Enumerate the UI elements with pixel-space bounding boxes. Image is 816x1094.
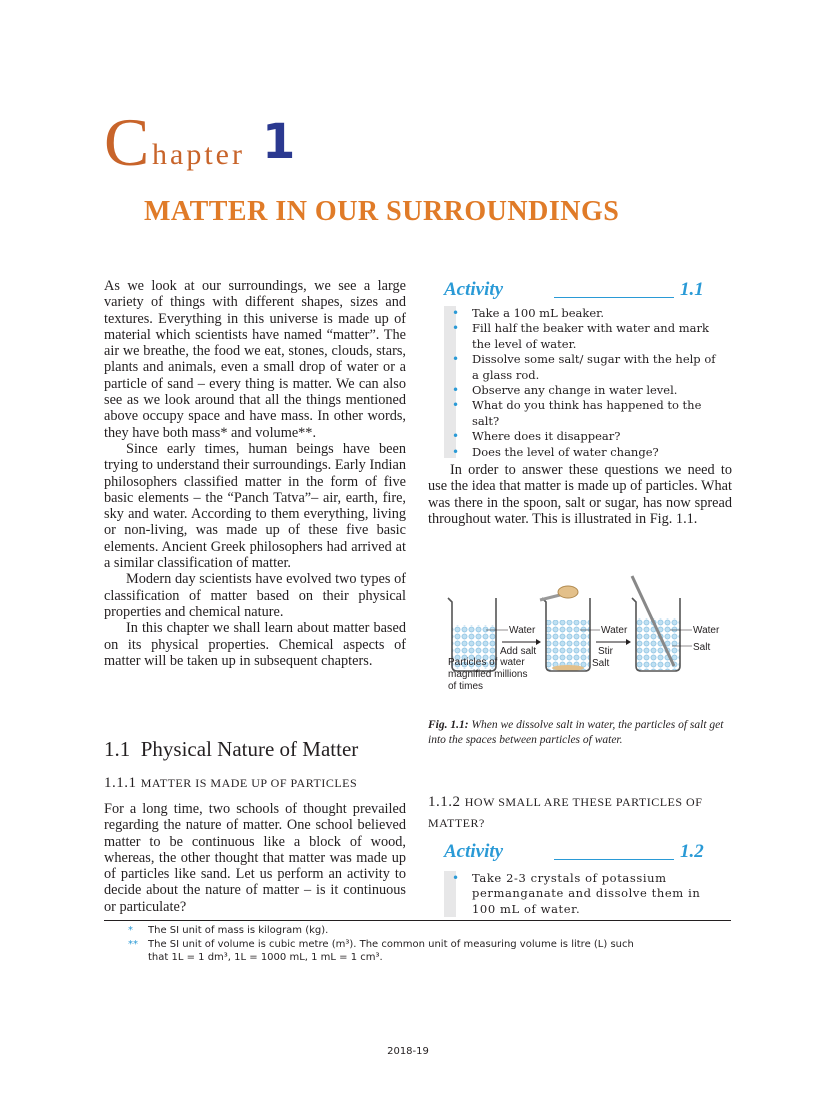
activity-1-1-heading: [444, 280, 732, 300]
label-particles-2: magnified millions: [448, 669, 528, 680]
footnote-rule: [104, 920, 731, 921]
intro-paragraph: As we look at our surroundings, we see a large variety of things with different shapes, sizes and textures. Everything in this universe is made up of material which scientists have named “matter”. The air we breathe, the food we eat, stones, clouds, stars, plants and animals, even a small drop of water or a particle of sand – every thing is matter. We can also see as we look around that all the things mentioned above occupy space and have mass. In other words, they have both mass* and volume**.: [104, 278, 406, 441]
caption-text: When we dissolve salt in water, the particles of salt get into the spaces between particles of water.: [428, 719, 724, 746]
label-water-2: Water: [601, 625, 628, 636]
footnote-text: The SI unit of mass is kilogram (kg).: [148, 925, 329, 936]
activity-item: • Dissolve some salt/ sugar with the help of a glass rod.: [446, 352, 716, 383]
label-salt-right: Salt: [693, 642, 711, 653]
footnote-2: [128, 938, 638, 964]
activity-label: Activity: [444, 279, 504, 300]
figure-1-1: [440, 570, 740, 695]
chapter-initial: C: [104, 104, 150, 180]
section-number: 1.1: [104, 737, 131, 761]
page-footer: 2018-19: [387, 1046, 429, 1057]
intro-paragraph: In this chapter we shall learn about matter based on its physical properties. Chemical aspects of matter will be taken up in subsequent chapters.: [104, 620, 406, 669]
activity-label: Activity: [444, 841, 504, 862]
activity-item: • Where does it disappear?: [446, 429, 716, 444]
activity-item: • Fill half the beaker with water and mark the level of water.: [446, 321, 716, 352]
water-particles: [546, 620, 590, 670]
subsection-number: 1.1.1: [104, 775, 137, 791]
chapter-number: 1: [262, 114, 296, 170]
label-water-1: Water: [509, 625, 536, 636]
figure-caption: [428, 718, 732, 747]
label-particles-1: Particles of water: [448, 657, 525, 668]
label-water-3: Water: [693, 625, 720, 636]
beaker-3: [632, 576, 680, 671]
activity-1-2-heading: [444, 842, 732, 862]
label-particles-3: of times: [448, 681, 484, 692]
activity-rule: [554, 297, 674, 298]
activity-item: • Take a 100 mL beaker.: [446, 306, 716, 321]
activity-answer-text: [428, 462, 732, 527]
activity-item: • Take 2-3 crystals of potassium permanganate and dissolve them in 100 mL of water.: [446, 871, 716, 917]
activity-item: • Does the level of water change?: [446, 445, 716, 460]
label-salt-middle: Salt: [592, 658, 610, 669]
subsection-heading-1-1-1: [104, 776, 357, 791]
section-heading-1-1: [104, 739, 358, 760]
activity-rule: [554, 859, 674, 860]
paragraph: For a long time, two schools of thought prevailed regarding the nature of matter. One school believed matter to be continuous like a block of wood, whereas, the other thought that matter was made up of particles like sand. Let us perform an activity to decide about the nature of matter – is it continuous or particulate?: [104, 801, 406, 915]
subsection-heading-1-1-2: [428, 792, 732, 834]
beaker-2: [540, 586, 590, 671]
paragraph: In order to answer these questions we need to use the idea that matter is made up of particles. What was there in the spoon, salt or sugar, has now spread throughout water. This is illustrated in Fig. 1.1.: [428, 462, 732, 527]
intro-paragraph: Since early times, human beings have been trying to understand their surroundings. Early Indian philosophers classified matter in the form of five basic elements – the “Panch Tatva”– air, earth, fire, sky and water. According to them everything, living or non-living, was made up of these five basic elements. Ancient Greek philosophers had arrived at a similar classification of matter.: [104, 440, 406, 572]
activity-item: • Observe any change in water level.: [446, 383, 716, 398]
footnote-marker: *: [128, 925, 133, 936]
subsection-number: 1.1.2: [428, 794, 461, 810]
section-title: Physical Nature of Matter: [140, 737, 359, 761]
chapter-word: hapter: [152, 138, 245, 171]
activity-number: 1.2: [680, 841, 704, 862]
section-1-1-1-text: [104, 801, 406, 915]
label-add-salt: Add salt: [500, 646, 537, 657]
footnote-marker: **: [128, 939, 138, 950]
chapter-title: MATTER IN OUR SURROUNDINGS: [144, 196, 620, 227]
caption-label: Fig. 1.1:: [428, 719, 469, 731]
activity-1-2-list: [446, 871, 716, 917]
subsection-title: MATTER IS MADE UP OF PARTICLES: [140, 776, 358, 790]
footnote-text: The SI unit of volume is cubic metre (m³). The common unit of measuring volume is litre (L) such that 1L = 1 dm³, 1L = 1000 mL, 1 mL = 1 cm³.: [148, 939, 634, 963]
label-stir: Stir: [598, 646, 613, 657]
activity-item: • What do you think has happened to the salt?: [446, 398, 716, 429]
salt-heap: [552, 665, 584, 671]
footnote-1: [128, 924, 638, 937]
subsection-title: HOW SMALL ARE THESE PARTICLES OF MATTER?: [428, 795, 703, 830]
activity-1-1-list: [446, 306, 716, 460]
salt-spoon: [558, 586, 578, 598]
intro-paragraph: Modern day scientists have evolved two types of classification of matter based on their physical properties and chemical nature.: [104, 571, 406, 620]
intro-text: [104, 278, 406, 669]
activity-number: 1.1: [680, 279, 704, 300]
